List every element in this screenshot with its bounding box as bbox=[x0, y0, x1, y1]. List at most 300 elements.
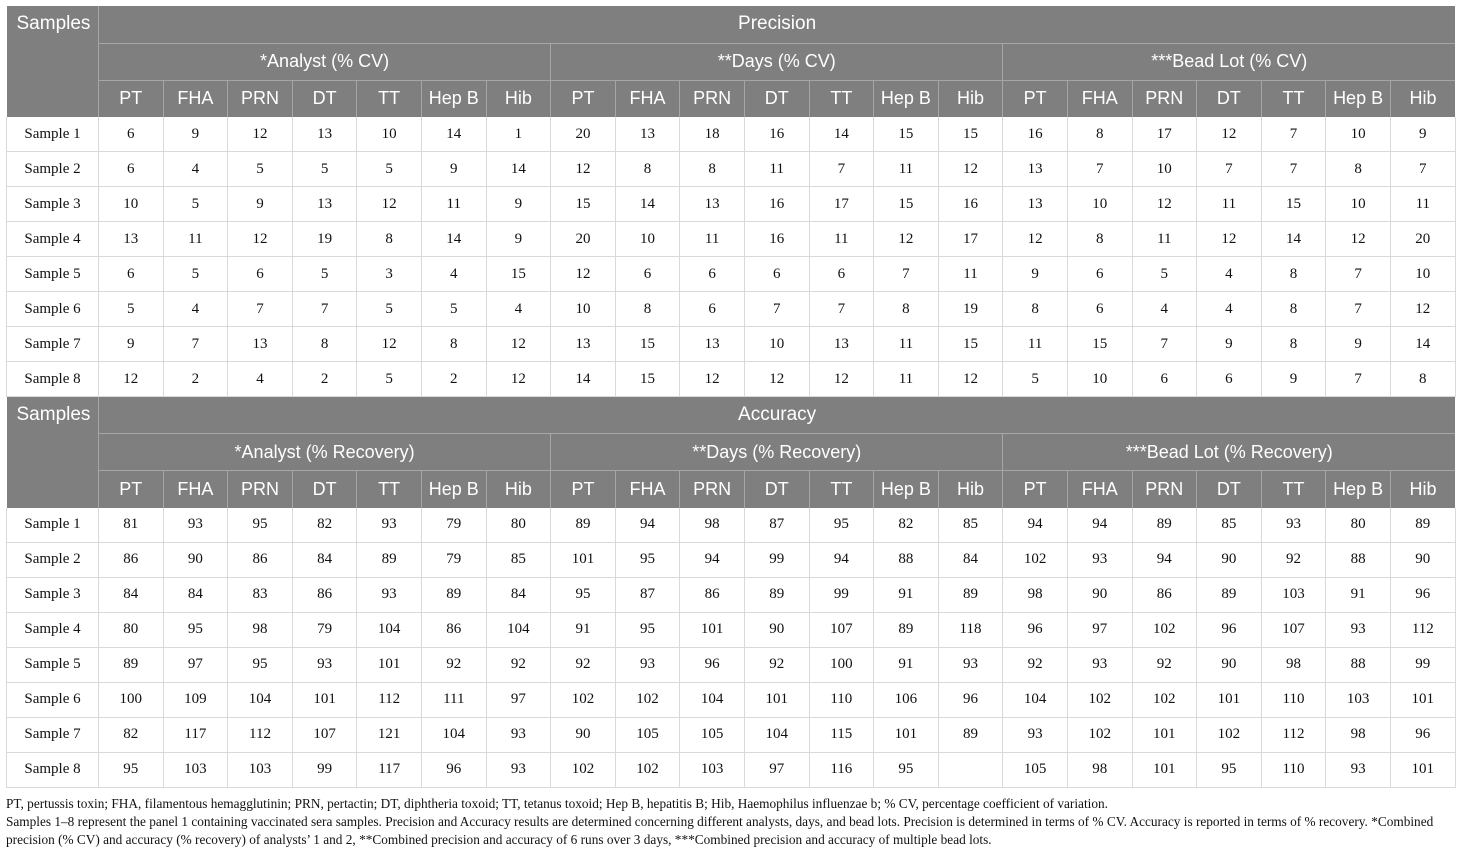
table-cell: 14 bbox=[551, 362, 616, 397]
accuracy-group-beadlot: ***Bead Lot (% Recovery) bbox=[1003, 434, 1455, 471]
table-cell: 90 bbox=[551, 717, 616, 752]
table-cell: 80 bbox=[486, 508, 551, 543]
table-row bbox=[7, 152, 1456, 187]
table-cell: 101 bbox=[680, 612, 745, 647]
table-footnotes bbox=[6, 795, 1455, 849]
table-cell: 4 bbox=[228, 362, 293, 397]
table-cell: 92 bbox=[1261, 542, 1326, 577]
table-cell: 15 bbox=[551, 187, 616, 222]
table-cell: 10 bbox=[1067, 187, 1132, 222]
table-cell: 13 bbox=[809, 327, 874, 362]
table-cell: 95 bbox=[874, 752, 939, 787]
table-cell: 79 bbox=[421, 508, 486, 543]
table-cell: 3 bbox=[357, 257, 422, 292]
table-cell bbox=[938, 752, 1003, 787]
table-cell: 14 bbox=[1261, 222, 1326, 257]
table-cell: 15 bbox=[874, 117, 939, 152]
column-header: DT bbox=[292, 80, 357, 117]
table-cell: 90 bbox=[744, 612, 809, 647]
table-cell: 4 bbox=[421, 257, 486, 292]
table-cell: 11 bbox=[809, 222, 874, 257]
table-cell: 95 bbox=[551, 577, 616, 612]
table-cell: 16 bbox=[744, 222, 809, 257]
table-cell: 92 bbox=[744, 647, 809, 682]
results-table bbox=[6, 6, 1456, 788]
table-cell: 7 bbox=[874, 257, 939, 292]
table-cell: 93 bbox=[1003, 717, 1068, 752]
table-cell: 85 bbox=[938, 508, 1003, 543]
column-header: Hib bbox=[486, 80, 551, 117]
table-row bbox=[7, 222, 1456, 257]
table-cell: 92 bbox=[1003, 647, 1068, 682]
column-header: DT bbox=[292, 471, 357, 508]
table-cell: 15 bbox=[486, 257, 551, 292]
table-cell: 97 bbox=[486, 682, 551, 717]
table-row bbox=[7, 292, 1456, 327]
table-row bbox=[7, 508, 1456, 543]
table-cell: 98 bbox=[680, 508, 745, 543]
table-cell: 89 bbox=[1197, 577, 1262, 612]
table-cell: 93 bbox=[1326, 752, 1391, 787]
sample-label: Sample 2 bbox=[7, 152, 99, 187]
table-cell: 14 bbox=[486, 152, 551, 187]
table-cell: 7 bbox=[1326, 362, 1391, 397]
table-cell: 6 bbox=[1067, 257, 1132, 292]
table-cell: 84 bbox=[938, 542, 1003, 577]
table-cell: 7 bbox=[1390, 152, 1455, 187]
sample-label: Sample 7 bbox=[7, 327, 99, 362]
table-cell: 9 bbox=[486, 222, 551, 257]
table-cell: 92 bbox=[551, 647, 616, 682]
column-header: PRN bbox=[680, 471, 745, 508]
sample-label: Sample 2 bbox=[7, 542, 99, 577]
table-cell: 10 bbox=[99, 187, 164, 222]
table-cell: 7 bbox=[1067, 152, 1132, 187]
table-cell: 6 bbox=[680, 257, 745, 292]
column-header: PT bbox=[99, 80, 164, 117]
table-cell: 101 bbox=[874, 717, 939, 752]
accuracy-title-row bbox=[7, 397, 1456, 434]
table-cell: 13 bbox=[1003, 152, 1068, 187]
table-cell: 91 bbox=[1326, 577, 1391, 612]
table-cell: 8 bbox=[1067, 117, 1132, 152]
table-cell: 7 bbox=[1326, 257, 1391, 292]
table-cell: 5 bbox=[357, 362, 422, 397]
table-cell: 8 bbox=[357, 222, 422, 257]
table-cell: 6 bbox=[99, 117, 164, 152]
table-cell: 15 bbox=[1261, 187, 1326, 222]
table-cell: 101 bbox=[1197, 682, 1262, 717]
sample-label: Sample 4 bbox=[7, 222, 99, 257]
table-cell: 93 bbox=[1326, 612, 1391, 647]
table-cell: 7 bbox=[744, 292, 809, 327]
table-cell: 12 bbox=[1132, 187, 1197, 222]
table-cell: 12 bbox=[486, 327, 551, 362]
sample-label: Sample 5 bbox=[7, 647, 99, 682]
column-header: PRN bbox=[1132, 80, 1197, 117]
column-header: FHA bbox=[615, 471, 680, 508]
table-cell: 93 bbox=[615, 647, 680, 682]
table-cell: 13 bbox=[292, 187, 357, 222]
table-cell: 8 bbox=[680, 152, 745, 187]
sample-label: Sample 1 bbox=[7, 508, 99, 543]
table-cell: 86 bbox=[680, 577, 745, 612]
sample-label: Sample 3 bbox=[7, 577, 99, 612]
table-cell: 96 bbox=[1197, 612, 1262, 647]
table-cell: 12 bbox=[357, 187, 422, 222]
table-cell: 101 bbox=[292, 682, 357, 717]
table-cell: 93 bbox=[1067, 542, 1132, 577]
table-cell: 5 bbox=[1003, 362, 1068, 397]
table-cell: 4 bbox=[163, 292, 228, 327]
table-cell: 93 bbox=[292, 647, 357, 682]
table-cell: 12 bbox=[680, 362, 745, 397]
table-cell: 18 bbox=[680, 117, 745, 152]
table-cell: 115 bbox=[809, 717, 874, 752]
table-cell: 95 bbox=[163, 612, 228, 647]
table-cell: 6 bbox=[615, 257, 680, 292]
table-cell: 10 bbox=[357, 117, 422, 152]
table-cell: 10 bbox=[1326, 117, 1391, 152]
table-cell: 112 bbox=[228, 717, 293, 752]
table-cell: 101 bbox=[744, 682, 809, 717]
table-cell: 11 bbox=[874, 327, 939, 362]
results-table-container bbox=[6, 6, 1455, 788]
table-cell: 104 bbox=[357, 612, 422, 647]
column-header: FHA bbox=[1067, 471, 1132, 508]
table-cell: 10 bbox=[1390, 257, 1455, 292]
table-cell: 101 bbox=[357, 647, 422, 682]
table-cell: 93 bbox=[163, 508, 228, 543]
table-cell: 81 bbox=[99, 508, 164, 543]
table-cell: 6 bbox=[744, 257, 809, 292]
table-cell: 82 bbox=[874, 508, 939, 543]
table-cell: 105 bbox=[1003, 752, 1068, 787]
table-cell: 8 bbox=[1326, 152, 1391, 187]
table-cell: 102 bbox=[1067, 717, 1132, 752]
table-cell: 97 bbox=[1067, 612, 1132, 647]
table-cell: 85 bbox=[1197, 508, 1262, 543]
table-cell: 100 bbox=[99, 682, 164, 717]
column-header: PRN bbox=[1132, 471, 1197, 508]
column-header: FHA bbox=[163, 80, 228, 117]
table-cell: 17 bbox=[938, 222, 1003, 257]
table-cell: 95 bbox=[1197, 752, 1262, 787]
table-cell: 12 bbox=[938, 152, 1003, 187]
table-cell: 16 bbox=[938, 187, 1003, 222]
table-cell: 13 bbox=[680, 327, 745, 362]
table-cell: 13 bbox=[615, 117, 680, 152]
column-header: DT bbox=[1197, 80, 1262, 117]
table-cell: 7 bbox=[1132, 327, 1197, 362]
column-header: Hep B bbox=[421, 80, 486, 117]
column-header: Hep B bbox=[421, 471, 486, 508]
table-cell: 94 bbox=[1067, 508, 1132, 543]
table-cell: 6 bbox=[809, 257, 874, 292]
table-cell: 94 bbox=[1132, 542, 1197, 577]
table-cell: 89 bbox=[874, 612, 939, 647]
table-cell: 112 bbox=[357, 682, 422, 717]
table-cell: 19 bbox=[292, 222, 357, 257]
table-cell: 6 bbox=[1132, 362, 1197, 397]
table-cell: 93 bbox=[357, 577, 422, 612]
table-cell: 82 bbox=[292, 508, 357, 543]
table-cell: 12 bbox=[486, 362, 551, 397]
table-cell: 102 bbox=[1132, 612, 1197, 647]
table-cell: 84 bbox=[486, 577, 551, 612]
table-cell: 103 bbox=[1261, 577, 1326, 612]
table-cell: 104 bbox=[680, 682, 745, 717]
table-cell: 91 bbox=[874, 647, 939, 682]
table-cell: 20 bbox=[551, 222, 616, 257]
table-cell: 102 bbox=[551, 752, 616, 787]
table-cell: 12 bbox=[1197, 222, 1262, 257]
table-cell: 90 bbox=[1197, 647, 1262, 682]
table-cell: 82 bbox=[99, 717, 164, 752]
column-header: Hib bbox=[1390, 471, 1455, 508]
table-cell: 96 bbox=[938, 682, 1003, 717]
table-cell: 117 bbox=[357, 752, 422, 787]
table-cell: 12 bbox=[1326, 222, 1391, 257]
table-cell: 102 bbox=[1197, 717, 1262, 752]
table-cell: 96 bbox=[1003, 612, 1068, 647]
sample-label: Sample 5 bbox=[7, 257, 99, 292]
sample-label: Sample 8 bbox=[7, 752, 99, 787]
table-cell: 14 bbox=[809, 117, 874, 152]
precision-group-days: **Days (% CV) bbox=[551, 43, 1003, 80]
column-header: PRN bbox=[680, 80, 745, 117]
table-cell: 92 bbox=[486, 647, 551, 682]
table-cell: 12 bbox=[744, 362, 809, 397]
table-cell: 11 bbox=[1003, 327, 1068, 362]
table-cell: 110 bbox=[809, 682, 874, 717]
table-cell: 6 bbox=[99, 152, 164, 187]
table-cell: 7 bbox=[292, 292, 357, 327]
table-cell: 8 bbox=[1261, 257, 1326, 292]
table-cell: 102 bbox=[1003, 542, 1068, 577]
table-cell: 84 bbox=[163, 577, 228, 612]
table-cell: 104 bbox=[486, 612, 551, 647]
table-cell: 11 bbox=[874, 362, 939, 397]
table-cell: 84 bbox=[99, 577, 164, 612]
table-cell: 107 bbox=[1261, 612, 1326, 647]
table-cell: 89 bbox=[938, 577, 1003, 612]
column-header: TT bbox=[1261, 80, 1326, 117]
table-cell: 99 bbox=[292, 752, 357, 787]
table-cell: 98 bbox=[1067, 752, 1132, 787]
table-cell: 101 bbox=[1390, 682, 1455, 717]
table-cell: 95 bbox=[615, 542, 680, 577]
table-cell: 6 bbox=[1067, 292, 1132, 327]
table-cell: 102 bbox=[615, 682, 680, 717]
table-cell: 92 bbox=[1132, 647, 1197, 682]
precision-title: Precision bbox=[99, 6, 1456, 43]
table-cell: 11 bbox=[1390, 187, 1455, 222]
abbreviations-note: PT, pertussis toxin; FHA, filamentous hemagglutinin; PRN, pertactin; DT, diphtheria toxoid; TT, tetanus toxoid; Hep B, hepatitis B; Hib, Haemophilus influenzae b; % CV, percentage coefficient of variation. bbox=[6, 796, 1108, 811]
table-cell: 102 bbox=[615, 752, 680, 787]
table-cell: 8 bbox=[615, 292, 680, 327]
table-cell: 86 bbox=[292, 577, 357, 612]
table-cell: 10 bbox=[1132, 152, 1197, 187]
table-cell: 89 bbox=[744, 577, 809, 612]
table-cell: 96 bbox=[421, 752, 486, 787]
table-cell: 2 bbox=[292, 362, 357, 397]
table-cell: 89 bbox=[1132, 508, 1197, 543]
table-cell: 117 bbox=[163, 717, 228, 752]
table-row bbox=[7, 577, 1456, 612]
column-header: Hep B bbox=[1326, 471, 1391, 508]
table-row bbox=[7, 682, 1456, 717]
column-header: DT bbox=[744, 471, 809, 508]
table-cell: 15 bbox=[615, 327, 680, 362]
table-cell: 91 bbox=[551, 612, 616, 647]
column-header: PT bbox=[1003, 471, 1068, 508]
table-row bbox=[7, 362, 1456, 397]
table-cell: 8 bbox=[1261, 327, 1326, 362]
table-cell: 12 bbox=[874, 222, 939, 257]
column-header: TT bbox=[1261, 471, 1326, 508]
column-header: TT bbox=[357, 471, 422, 508]
table-cell: 94 bbox=[615, 508, 680, 543]
table-cell: 12 bbox=[938, 362, 1003, 397]
sample-label: Sample 7 bbox=[7, 717, 99, 752]
table-cell: 7 bbox=[1197, 152, 1262, 187]
table-cell: 88 bbox=[874, 542, 939, 577]
table-cell: 4 bbox=[1132, 292, 1197, 327]
column-header: Hib bbox=[486, 471, 551, 508]
table-cell: 96 bbox=[1390, 717, 1455, 752]
table-cell: 9 bbox=[163, 117, 228, 152]
table-cell: 90 bbox=[1067, 577, 1132, 612]
table-cell: 102 bbox=[1067, 682, 1132, 717]
table-cell: 9 bbox=[421, 152, 486, 187]
table-row bbox=[7, 717, 1456, 752]
table-cell: 98 bbox=[1003, 577, 1068, 612]
table-cell: 16 bbox=[744, 187, 809, 222]
table-cell: 90 bbox=[1390, 542, 1455, 577]
column-header: PRN bbox=[228, 80, 293, 117]
table-cell: 20 bbox=[1390, 222, 1455, 257]
table-cell: 87 bbox=[744, 508, 809, 543]
table-cell: 94 bbox=[809, 542, 874, 577]
table-cell: 19 bbox=[938, 292, 1003, 327]
table-cell: 7 bbox=[1326, 292, 1391, 327]
table-cell: 6 bbox=[228, 257, 293, 292]
table-cell: 109 bbox=[163, 682, 228, 717]
table-cell: 93 bbox=[1261, 508, 1326, 543]
table-cell: 7 bbox=[1261, 117, 1326, 152]
table-cell: 15 bbox=[938, 327, 1003, 362]
table-cell: 7 bbox=[1261, 152, 1326, 187]
sample-label: Sample 3 bbox=[7, 187, 99, 222]
table-cell: 12 bbox=[228, 222, 293, 257]
table-cell: 105 bbox=[615, 717, 680, 752]
table-cell: 5 bbox=[163, 187, 228, 222]
table-cell: 107 bbox=[809, 612, 874, 647]
table-cell: 5 bbox=[357, 292, 422, 327]
table-cell: 85 bbox=[486, 542, 551, 577]
table-cell: 97 bbox=[744, 752, 809, 787]
table-cell: 11 bbox=[1197, 187, 1262, 222]
sample-label: Sample 6 bbox=[7, 682, 99, 717]
table-cell: 12 bbox=[1003, 222, 1068, 257]
column-header: TT bbox=[357, 80, 422, 117]
column-header: FHA bbox=[163, 471, 228, 508]
table-cell: 14 bbox=[421, 117, 486, 152]
table-cell: 17 bbox=[809, 187, 874, 222]
table-cell: 83 bbox=[228, 577, 293, 612]
table-cell: 9 bbox=[99, 327, 164, 362]
table-cell: 95 bbox=[615, 612, 680, 647]
table-cell: 12 bbox=[357, 327, 422, 362]
table-cell: 93 bbox=[1067, 647, 1132, 682]
table-cell: 9 bbox=[486, 187, 551, 222]
table-cell: 112 bbox=[1390, 612, 1455, 647]
table-cell: 80 bbox=[99, 612, 164, 647]
table-cell: 88 bbox=[1326, 542, 1391, 577]
table-cell: 101 bbox=[551, 542, 616, 577]
table-cell: 89 bbox=[938, 717, 1003, 752]
column-header: Hep B bbox=[874, 471, 939, 508]
table-cell: 86 bbox=[1132, 577, 1197, 612]
table-cell: 13 bbox=[228, 327, 293, 362]
column-header: PT bbox=[551, 471, 616, 508]
table-cell: 101 bbox=[1390, 752, 1455, 787]
table-cell: 100 bbox=[809, 647, 874, 682]
table-cell: 8 bbox=[1390, 362, 1455, 397]
precision-section bbox=[7, 6, 1456, 397]
table-cell: 101 bbox=[1132, 752, 1197, 787]
table-cell: 7 bbox=[228, 292, 293, 327]
table-cell: 7 bbox=[809, 292, 874, 327]
table-cell: 9 bbox=[228, 187, 293, 222]
table-row bbox=[7, 257, 1456, 292]
samples-header: Samples bbox=[7, 397, 99, 508]
table-cell: 112 bbox=[1261, 717, 1326, 752]
table-cell: 15 bbox=[874, 187, 939, 222]
table-cell: 12 bbox=[551, 257, 616, 292]
precision-column-row bbox=[7, 80, 1456, 117]
table-cell: 12 bbox=[1390, 292, 1455, 327]
table-cell: 90 bbox=[163, 542, 228, 577]
table-cell: 95 bbox=[228, 508, 293, 543]
table-cell: 86 bbox=[228, 542, 293, 577]
table-cell: 106 bbox=[874, 682, 939, 717]
table-cell: 13 bbox=[292, 117, 357, 152]
table-cell: 5 bbox=[228, 152, 293, 187]
table-cell: 16 bbox=[744, 117, 809, 152]
table-cell: 7 bbox=[809, 152, 874, 187]
table-cell: 87 bbox=[615, 577, 680, 612]
table-cell: 10 bbox=[1326, 187, 1391, 222]
table-cell: 110 bbox=[1261, 752, 1326, 787]
column-header: PT bbox=[1003, 80, 1068, 117]
table-cell: 86 bbox=[99, 542, 164, 577]
table-cell: 16 bbox=[1003, 117, 1068, 152]
table-cell: 11 bbox=[680, 222, 745, 257]
table-cell: 98 bbox=[228, 612, 293, 647]
table-row bbox=[7, 117, 1456, 152]
table-cell: 99 bbox=[744, 542, 809, 577]
table-cell: 8 bbox=[1003, 292, 1068, 327]
table-cell: 90 bbox=[1197, 542, 1262, 577]
table-cell: 105 bbox=[680, 717, 745, 752]
table-cell: 11 bbox=[744, 152, 809, 187]
table-cell: 11 bbox=[938, 257, 1003, 292]
description-note: Samples 1–8 represent the panel 1 containing vaccinated sera samples. Precision and Accuracy results are determined concerning different analysts, days, and bead lots. Precision is determined in terms of % CV. Accuracy is reported in terms of % recovery. *Combined precision (% CV) and accuracy (% recovery) of analysts’ 1 and 2, **Combined precision and accuracy of 6 runs over 3 days, ***Combined precision and accuracy of multiple bead lots. bbox=[6, 814, 1434, 847]
table-cell: 14 bbox=[421, 222, 486, 257]
table-cell: 14 bbox=[1390, 327, 1455, 362]
